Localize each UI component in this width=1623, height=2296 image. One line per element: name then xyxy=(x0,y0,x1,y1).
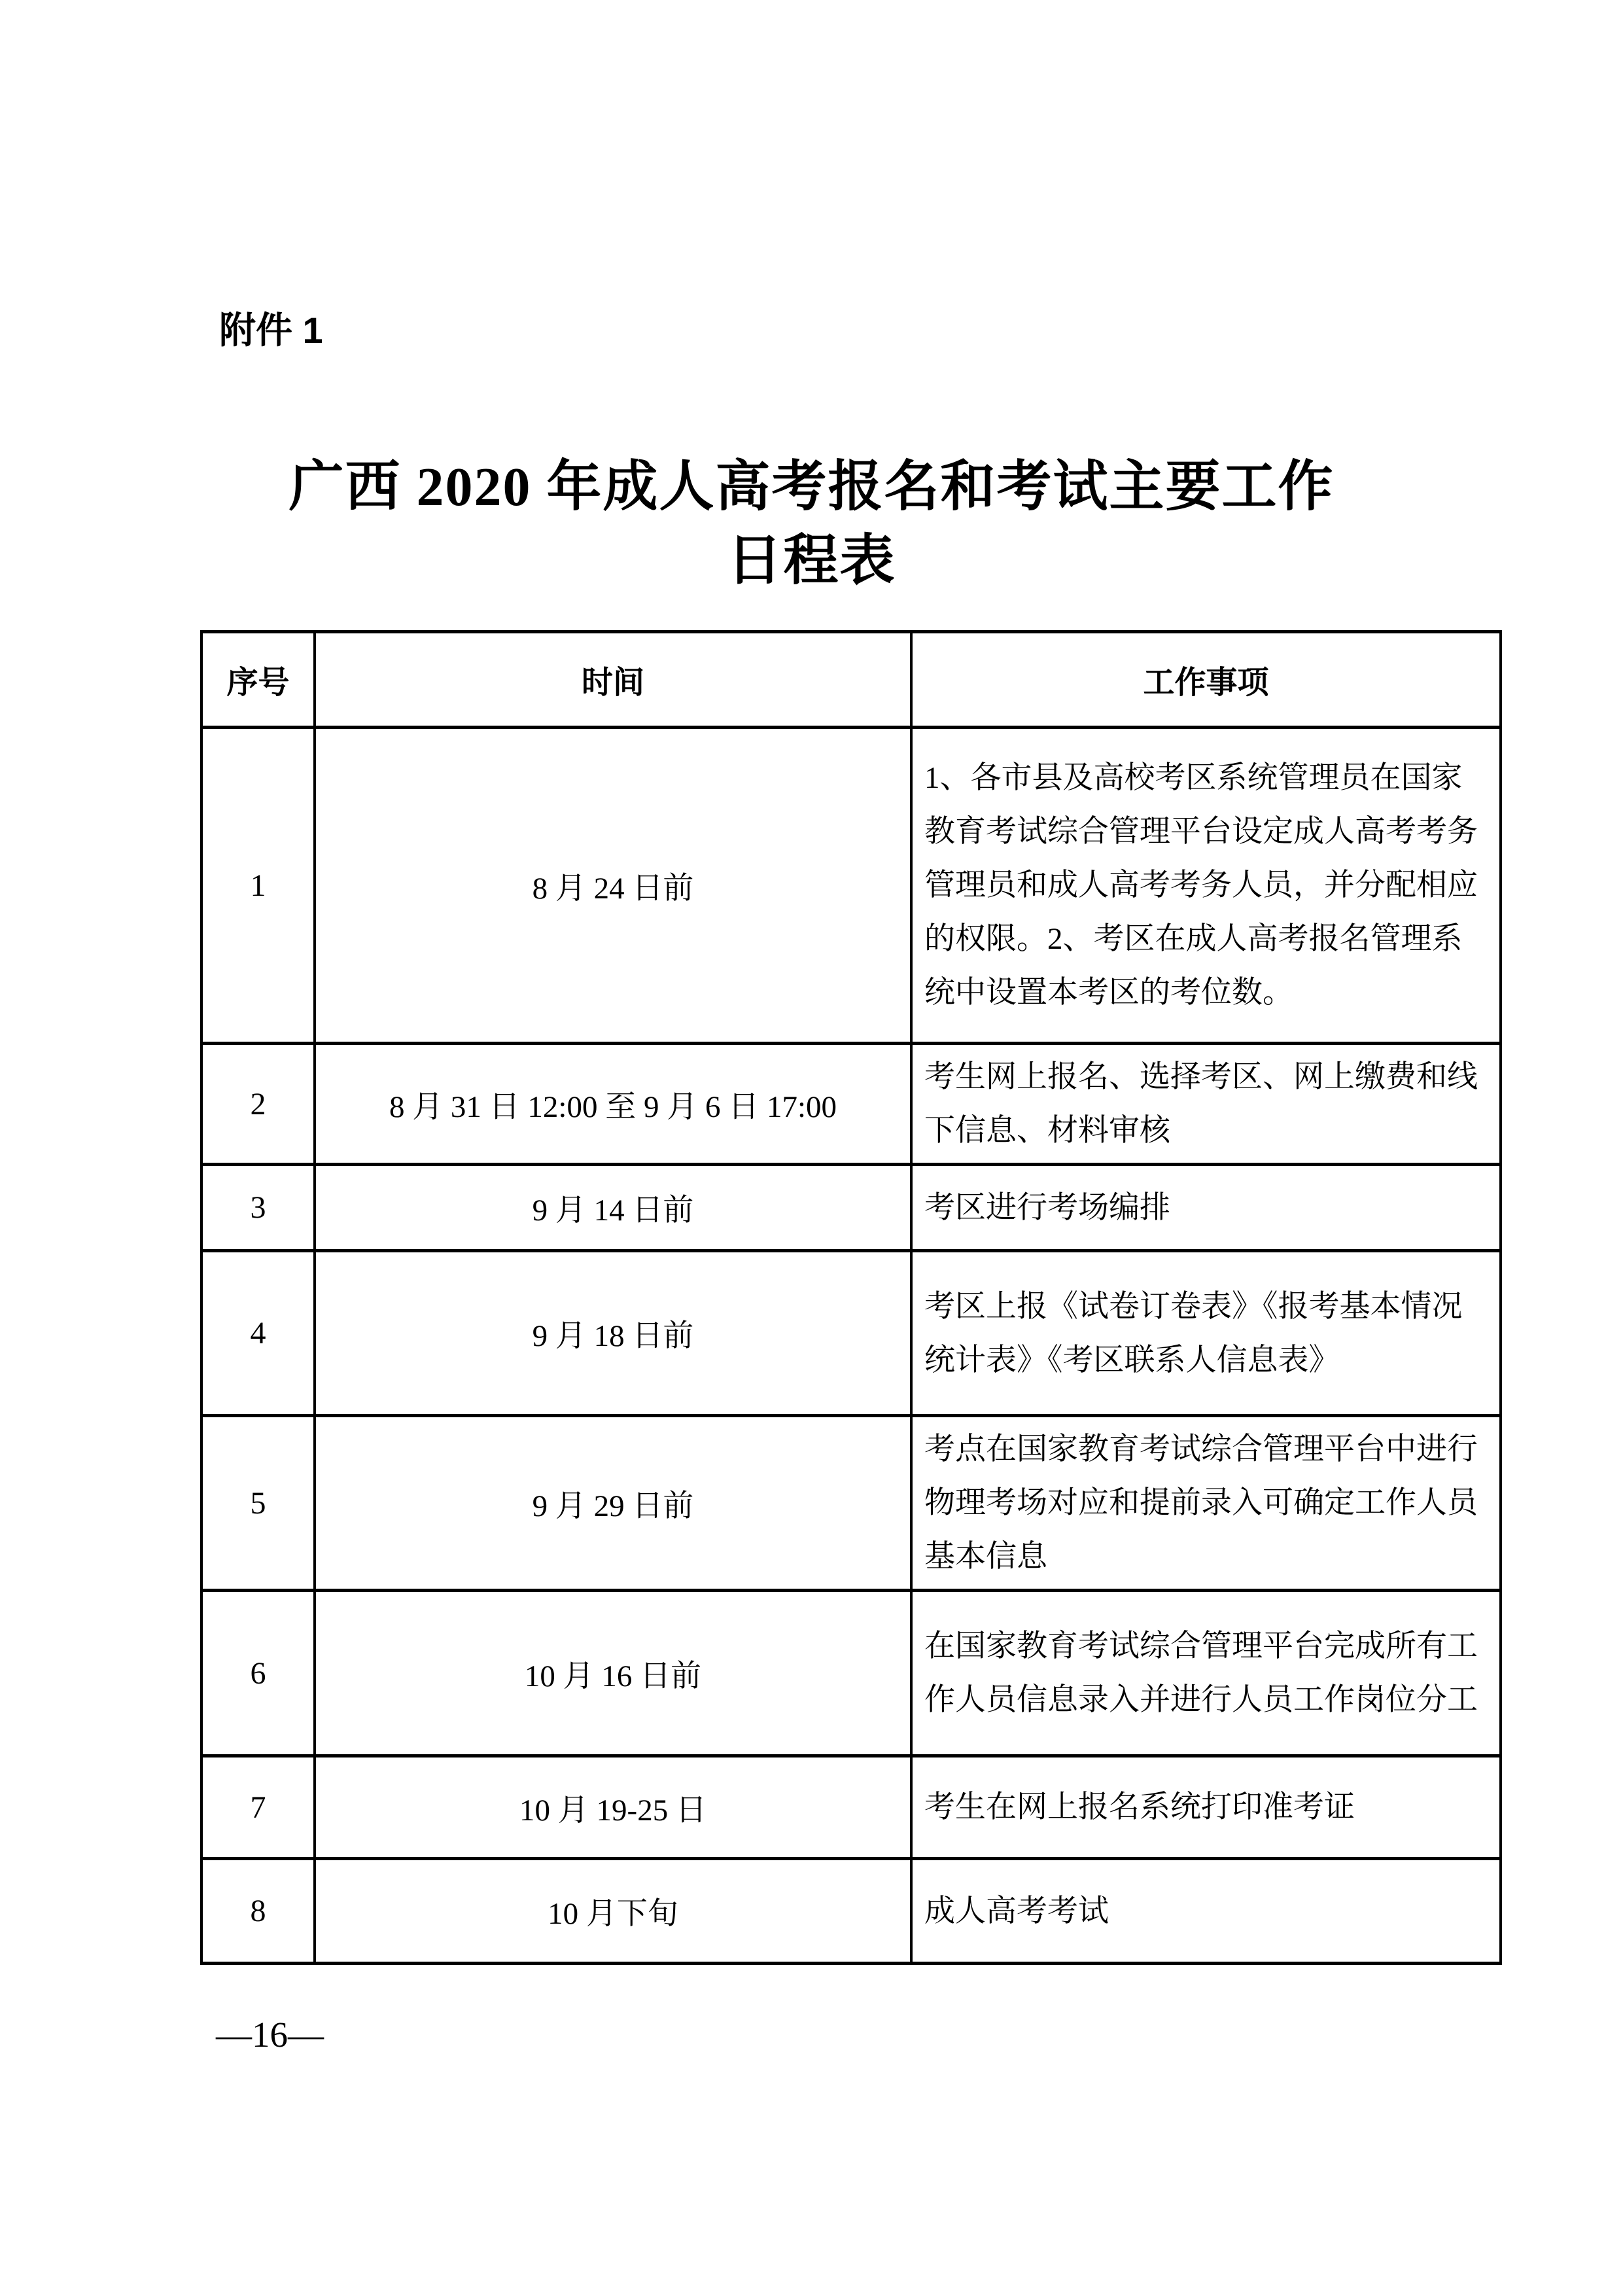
time-cell: 10 月 16 日前 xyxy=(315,1591,911,1756)
column-header-time: 时间 xyxy=(315,632,911,728)
row-number-cell: 1 xyxy=(201,728,315,1044)
task-cell: 1、各市县及高校考区系统管理员在国家教育考试综合管理平台设定成人高考考务管理员和成人高考考务人员，并分配相应的权限。2、考区在成人高考报名管理系统中设置本考区的考位数。 xyxy=(911,728,1501,1044)
row-number-cell: 8 xyxy=(201,1859,315,1964)
task-cell: 考点在国家教育考试综合管理平台中进行物理考场对应和提前录入可确定工作人员基本信息 xyxy=(911,1416,1501,1591)
task-cell: 考区上报《试卷订卷表》《报考基本情况统计表》《考区联系人信息表》 xyxy=(911,1251,1501,1416)
table-row xyxy=(201,728,1501,1044)
table-row xyxy=(201,1165,1501,1251)
task-cell: 考区进行考场编排 xyxy=(911,1165,1501,1251)
table-row xyxy=(201,1416,1501,1591)
task-cell: 考生在网上报名系统打印准考证 xyxy=(911,1756,1501,1859)
row-number-cell: 7 xyxy=(201,1756,315,1859)
task-cell: 在国家教育考试综合管理平台完成所有工作人员信息录入并进行人员工作岗位分工 xyxy=(911,1591,1501,1756)
time-cell: 8 月 24 日前 xyxy=(315,728,911,1044)
time-cell: 9 月 18 日前 xyxy=(315,1251,911,1416)
row-number-cell: 6 xyxy=(201,1591,315,1756)
time-cell: 9 月 14 日前 xyxy=(315,1165,911,1251)
attachment-label: 附件 1 xyxy=(219,309,323,351)
column-header-task: 工作事项 xyxy=(911,632,1501,728)
time-cell: 9 月 29 日前 xyxy=(315,1416,911,1591)
table-row xyxy=(201,1044,1501,1165)
time-cell: 8 月 31 日 12:00 至 9 月 6 日 17:00 xyxy=(315,1044,911,1165)
table-row xyxy=(201,1591,1501,1756)
column-header-no: 序号 xyxy=(201,632,315,728)
table-row xyxy=(201,1859,1501,1964)
page-title-line1: 广西 2020 年成人高考报名和考试主要工作 xyxy=(288,457,1335,518)
page-title xyxy=(0,450,1623,598)
time-cell: 10 月下旬 xyxy=(315,1859,911,1964)
row-number-cell: 3 xyxy=(201,1165,315,1251)
table-row xyxy=(201,1251,1501,1416)
task-cell: 考生网上报名、选择考区、网上缴费和线下信息、材料审核 xyxy=(911,1044,1501,1165)
table-header-row xyxy=(201,632,1501,728)
page-number: —16— xyxy=(216,2015,324,2055)
time-cell: 10 月 19-25 日 xyxy=(315,1756,911,1859)
row-number-cell: 4 xyxy=(201,1251,315,1416)
row-number-cell: 5 xyxy=(201,1416,315,1591)
row-number-cell: 2 xyxy=(201,1044,315,1165)
page-title-line2: 日程表 xyxy=(727,531,896,592)
task-cell: 成人高考考试 xyxy=(911,1859,1501,1964)
schedule-table xyxy=(200,630,1502,1965)
table-row xyxy=(201,1756,1501,1859)
